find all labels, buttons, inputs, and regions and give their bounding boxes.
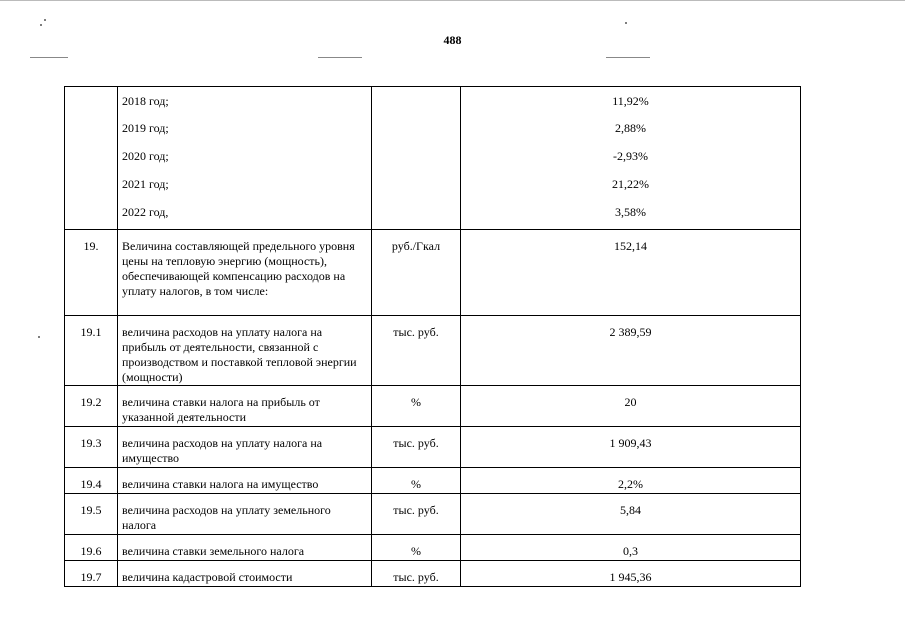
row-number: 19. [65, 230, 118, 316]
row-unit: % [372, 386, 461, 427]
table-row [65, 316, 801, 386]
tariff-table [64, 86, 801, 587]
row-value: 1 909,43 [461, 427, 801, 468]
row-description: величина ставки налога на прибыль от указанной деятельности [118, 386, 372, 427]
scan-mark-center [318, 57, 362, 58]
page-number: 488 [443, 33, 462, 47]
row-number: 19.3 [65, 427, 118, 468]
row-value: 2,2% [461, 468, 801, 494]
row-unit: тыс. руб. [372, 494, 461, 535]
rate-row [65, 199, 801, 230]
row-value: 20 [461, 386, 801, 427]
row-value: 5,84 [461, 494, 801, 535]
rate-value: 2,88% [461, 115, 801, 143]
row-description: величина расходов на уплату налога на имущество [118, 427, 372, 468]
row-number: 19.6 [65, 535, 118, 561]
rate-year: 2019 год; [118, 115, 372, 143]
table-cell-empty [372, 143, 461, 171]
scan-dot [625, 22, 627, 24]
table-cell-empty [65, 143, 118, 171]
table-cell-empty [65, 115, 118, 143]
table-row [65, 494, 801, 535]
rate-row [65, 115, 801, 143]
row-number: 19.4 [65, 468, 118, 494]
rate-value: 11,92% [461, 87, 801, 116]
row-number: 19.1 [65, 316, 118, 386]
rate-row [65, 87, 801, 116]
table-cell-empty [372, 87, 461, 116]
rate-row [65, 143, 801, 171]
table-cell-empty [372, 115, 461, 143]
rate-year: 2022 год, [118, 199, 372, 230]
rate-value: 21,22% [461, 171, 801, 199]
row-number: 19.7 [65, 561, 118, 587]
rate-value: -2,93% [461, 143, 801, 171]
scan-mark-right [606, 57, 650, 58]
table-row [65, 561, 801, 587]
row-description: величина расходов на уплату земельного налога [118, 494, 372, 535]
row-value: 1 945,36 [461, 561, 801, 587]
row-unit: тыс. руб. [372, 561, 461, 587]
row-unit: % [372, 535, 461, 561]
table-cell-empty [65, 171, 118, 199]
row-number: 19.5 [65, 494, 118, 535]
table-row [65, 386, 801, 427]
row-description: Величина составляющей предельного уровня цены на тепловую энергию (мощность), обеспечивающей компенсацию расходов на уплату налогов, в том числе: [118, 230, 372, 316]
rate-value: 3,58% [461, 199, 801, 230]
row-unit: тыс. руб. [372, 427, 461, 468]
scan-dot [38, 336, 40, 338]
table-cell-empty [372, 171, 461, 199]
row-number: 19.2 [65, 386, 118, 427]
row-description: величина кадастровой стоимости [118, 561, 372, 587]
row-unit: % [372, 468, 461, 494]
rate-year: 2018 год; [118, 87, 372, 116]
table-cell-empty [65, 199, 118, 230]
rate-row [65, 171, 801, 199]
row-unit: руб./Гкал [372, 230, 461, 316]
row-value: 2 389,59 [461, 316, 801, 386]
row-description: величина ставки налога на имущество [118, 468, 372, 494]
row-value: 152,14 [461, 230, 801, 316]
row-description: величина расходов на уплату налога на прибыль от деятельности, связанной с производством и поставкой тепловой энергии (мощности) [118, 316, 372, 386]
row-value: 0,3 [461, 535, 801, 561]
row-unit: тыс. руб. [372, 316, 461, 386]
row-description: величина ставки земельного налога [118, 535, 372, 561]
table-cell-empty [65, 87, 118, 116]
table-row [65, 427, 801, 468]
table-row [65, 535, 801, 561]
rate-year: 2021 год; [118, 171, 372, 199]
table-row [65, 230, 801, 316]
rate-year: 2020 год; [118, 143, 372, 171]
scan-dot [44, 19, 46, 21]
scan-edge-line [0, 0, 905, 1]
scan-mark-left [30, 57, 68, 58]
table-row [65, 468, 801, 494]
scan-dot [40, 24, 42, 26]
table-cell-empty [372, 199, 461, 230]
